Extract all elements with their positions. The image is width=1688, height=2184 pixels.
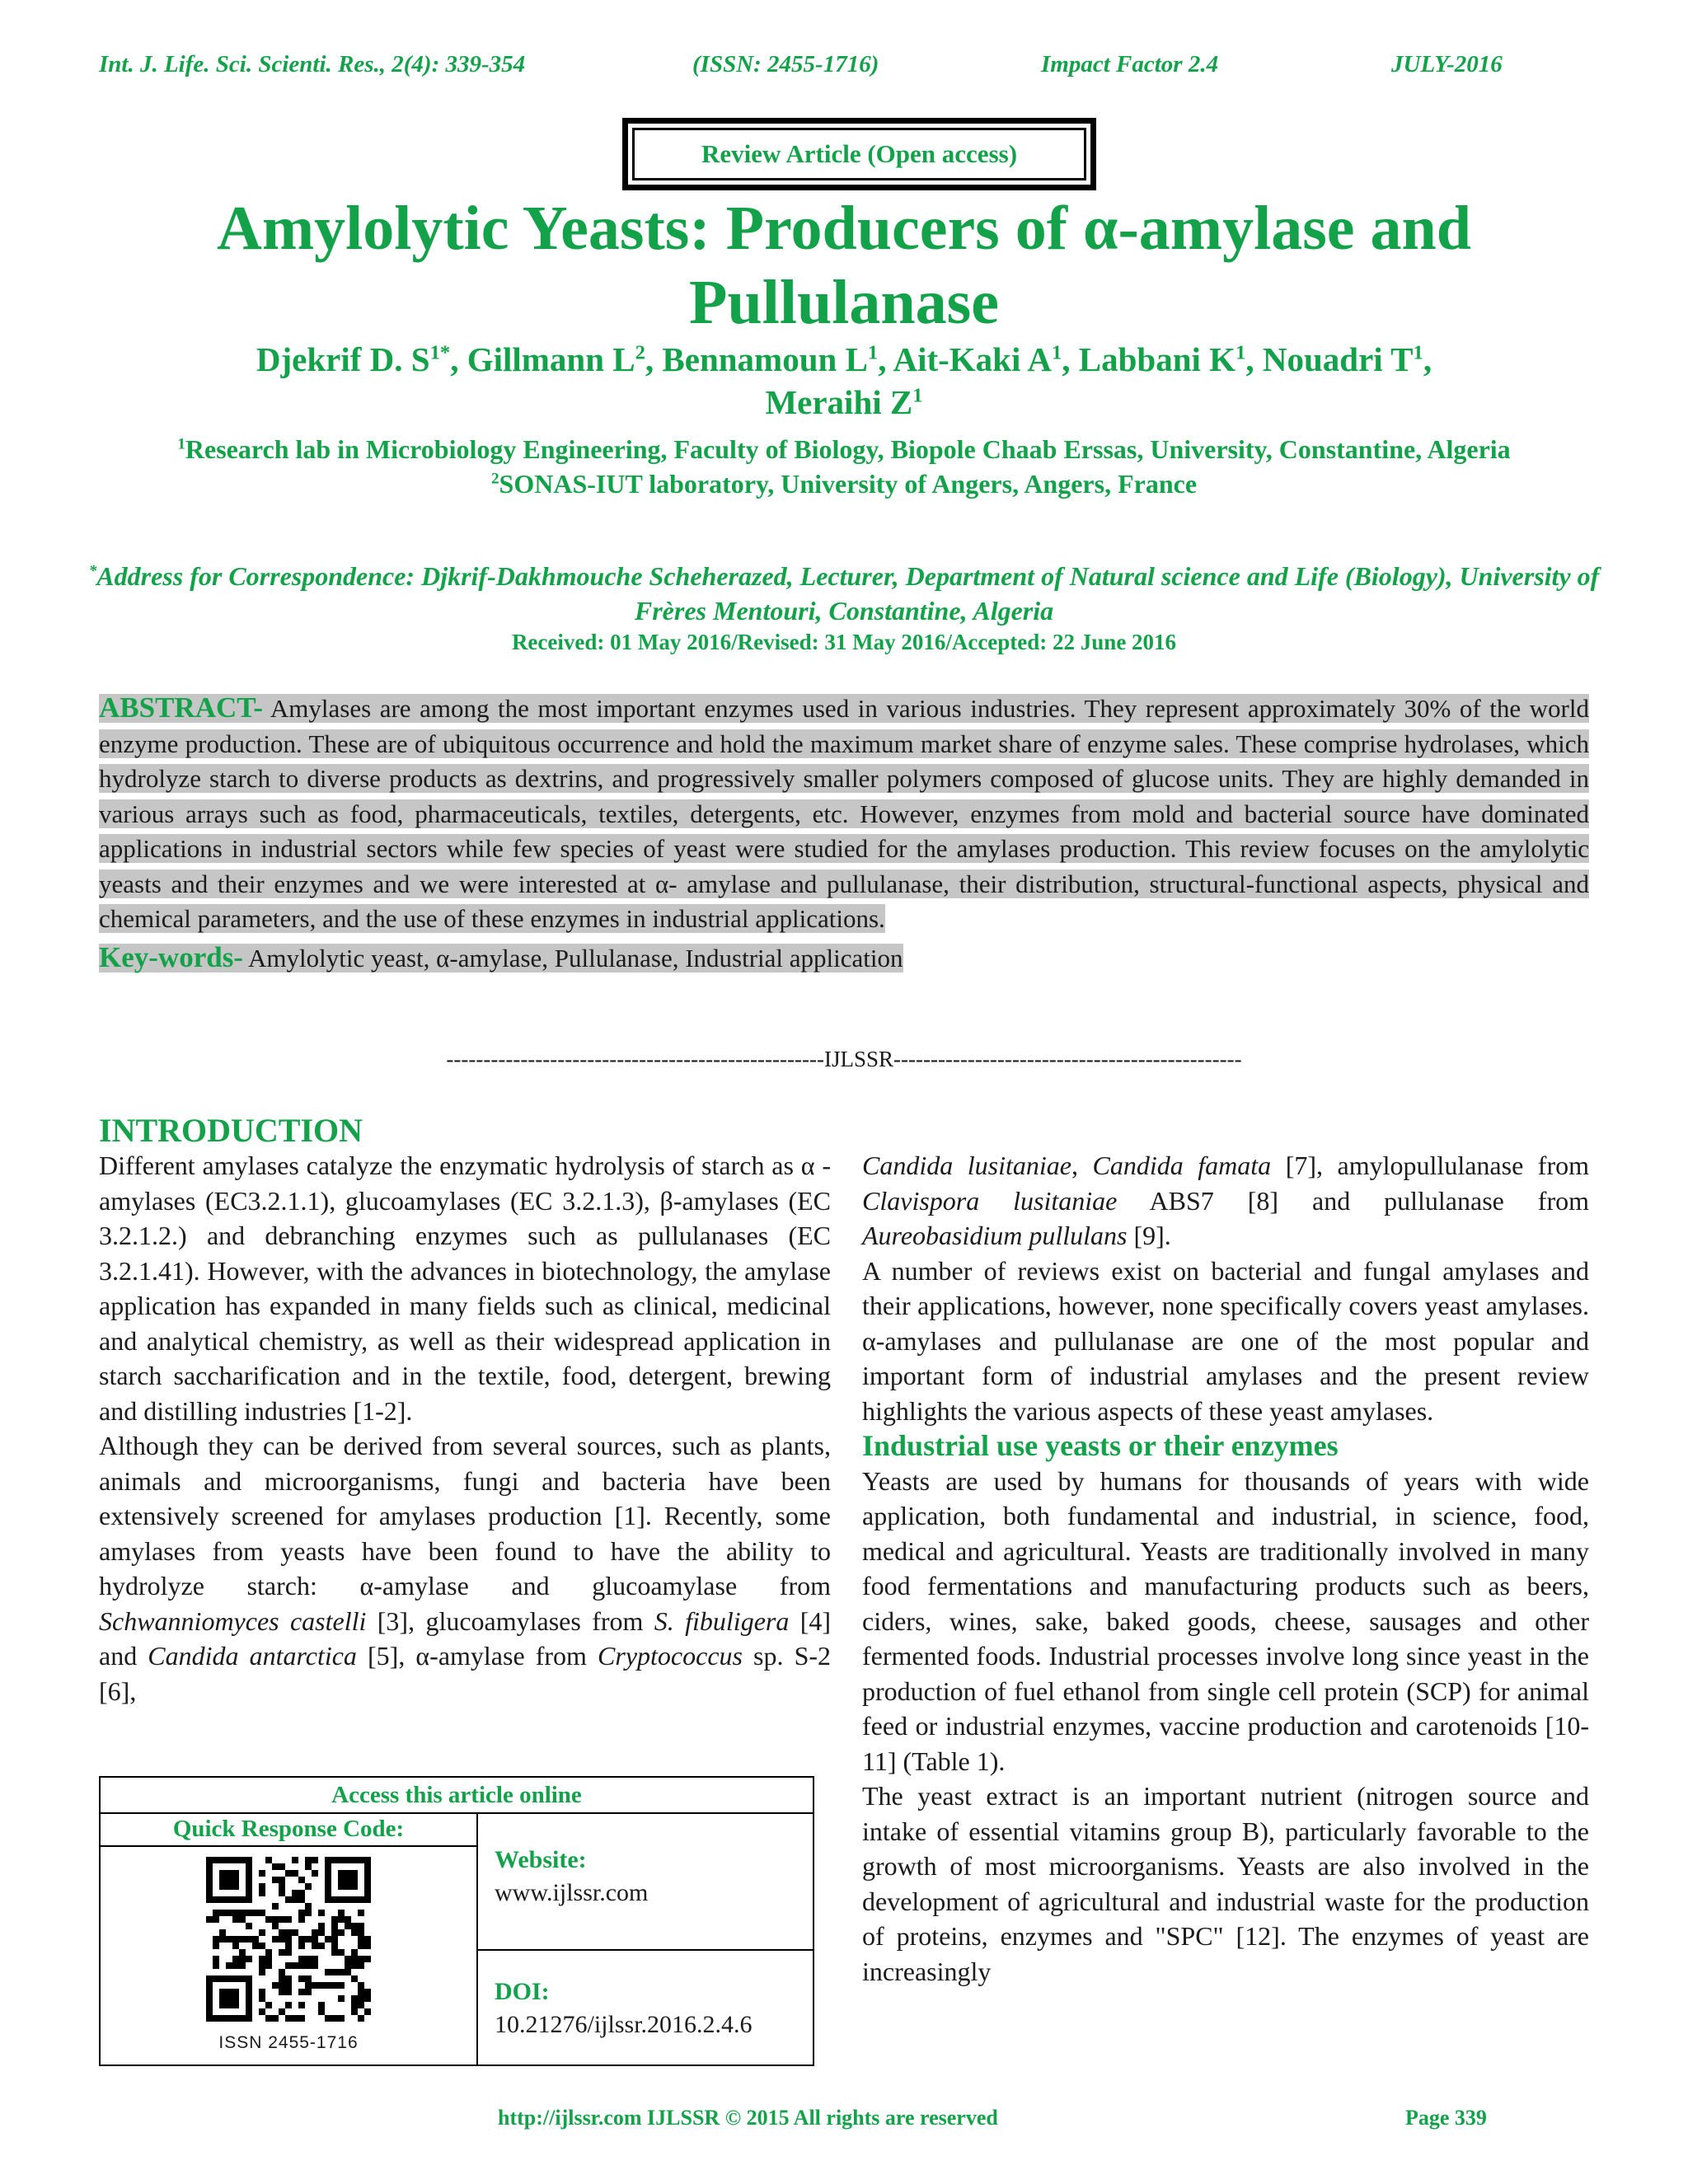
article-dates: Received: 01 May 2016/Revised: 31 May 2016/Accepted: 22 June 2016 xyxy=(511,630,1177,654)
website-cell xyxy=(478,1812,813,1951)
industrial-heading: Industrial use yeasts or their enzymes xyxy=(862,1429,1339,1462)
author-sup: 1 xyxy=(867,341,879,364)
doi-cell xyxy=(478,1951,813,2041)
abstract-text: Amylases are among the most important enzymes used in various industries. They represent approximately 30% of the world enzyme production. These are of ubiquitous occurrence and hold the maximum market share of enzyme sales. These comprise hydrolases, which hydrolyze starch to diverse products as dextrins, and progressively smaller polymers composed of glucose units. They are highly demanded in various arrays such as food, pharmaceuticals, textiles, detergents, etc. However, enzymes from mold and bacterial source have dominated applications in industrial sectors while few species of yeast were studied for the amylases production. This review focuses on the amylolytic yeasts and their enzymes and we were interested at α- amylase and pullulanase, their distribution, structural-functional aspects, physical and chemical parameters, and the use of these enzymes in industrial applications. xyxy=(99,694,1589,933)
industrial-paragraph-2: The yeast extract is an important nutrient (nitrogen source and intake of essential vitamins group B), particularly favorable to the growth of most microorganisms. Yeasts are also involved in the development of agricultural and industrial waste for the production of proteins, enzymes and "SPC" [12]. The enzymes of yeast are increasingly xyxy=(862,1781,1589,1986)
running-head-date: JULY-2016 xyxy=(1391,51,1503,77)
website-link[interactable]: www.ijlssr.com xyxy=(495,1879,649,1906)
title-line-2: Pullulanase xyxy=(689,268,999,337)
doi-link[interactable]: 10.21276/ijlssr.2016.2.4.6 xyxy=(495,2011,753,2038)
author-list: Djekrif D. $S^{1*}$, Gillmann $L^2$, Bennamoun $L^1$, Ait-Kaki $A^1$, Labbani $K^1$, Nouadri $T^1$, Meraihi $Z^1$ xyxy=(256,340,1432,421)
section-separator: ---------------------------------------------------IJLSSR----------------------------------------------- xyxy=(446,1047,1242,1071)
qr-issn: ISSN 2455-1716 xyxy=(218,2033,359,2052)
article-type-label: Review Article (Open access) xyxy=(632,128,1086,180)
left-column xyxy=(99,1148,831,1708)
right-column xyxy=(862,1148,1589,1989)
access-box-header: Access this article online xyxy=(101,1778,813,1814)
author-sup: 1* xyxy=(429,341,451,364)
intro-paragraph-2: Although they can be derived from several sources, such as plants, animals and microorganisms, fungi and bacteria have been extensively screened for amylases production [1]. Recently, some amylases from yeasts have been found to have the ability to hydrolyze starch: α-amylase and glucoamylase from Schwanniomyces castelli [3], glucoamylases from S. fibuligera [4] and Candida antarctica [5], α-amylase from Cryptococcus sp. S-2 [6], xyxy=(99,1431,832,1706)
author-sup: 2 xyxy=(635,341,645,364)
footer-page-number: Page 339 xyxy=(1405,2106,1487,2130)
author-name: Ait-Kaki A xyxy=(893,340,1052,378)
author-sup: 1 xyxy=(1236,341,1246,364)
author-name: Bennamoun L xyxy=(662,340,868,378)
title-line-1: Amylolytic Yeasts: Producers of α-amylase and xyxy=(216,194,1472,263)
running-head-journal: Int. J. Life. Sci. Scienti. Res., 2(4): 339-354 xyxy=(99,51,526,77)
link-cell xyxy=(478,1812,813,2064)
author-sup: 1 xyxy=(1413,341,1423,364)
industrial-paragraph-1: Yeasts are used by humans for thousands of years with wide application, both fundamental and industrial, in science, food, medical and agricultural. Yeasts are traditionally involved in many food fermentations and manufacturing products such as beers, ciders, wines, sake, baked goods, cheese, sausages and other fermented foods. Industrial processes involve long since yeast in the production of fuel ethanol from single cell protein (SCP) for animal feed or industrial enzymes, vaccine production and carotenoids [10-11] (Table 1). xyxy=(862,1465,1589,1776)
doi-label: DOI: xyxy=(495,1978,550,2005)
website-label: Website: xyxy=(495,1846,587,1873)
keywords-label: Key-words- xyxy=(99,940,243,973)
qr-cell xyxy=(101,1812,478,2064)
running-head-issn: (ISSN: 2455-1716) xyxy=(692,51,879,77)
article-type-badge xyxy=(622,118,1096,190)
keywords-text: Amylolytic yeast, α-amylase, Pullulanase, Industrial application xyxy=(248,943,903,972)
author-sup: 1 xyxy=(1051,341,1062,364)
author-name: Nouadri T xyxy=(1262,340,1414,378)
introduction-heading: INTRODUCTION xyxy=(99,1112,363,1149)
author-name: Djekrif D. S xyxy=(256,340,430,378)
intro-paragraph-3: Candida lusitaniae, Candida famata [7], amylopullulanase from Clavispora lusitaniae ABS7 [8] and pullulanase from Aureobasidium pullulans [9]. xyxy=(862,1151,1590,1250)
author-sup: 1 xyxy=(912,384,923,407)
affiliations xyxy=(82,432,1606,501)
intro-paragraph-1: Different amylases catalyze the enzymatic hydrolysis of starch as α -amylases (EC3.2.1.1), glucoamylases (EC 3.2.1.3), β-amylases (EC 3.2.1.2.) and debranching enzymes such as pullulanases (EC 3.2.1.41). However, with the advances in biotechnology, the amylase application has expanded in many fields such as clinical, medicinal and analytical chemistry, as well as their widespread application in starch saccharification and in the textile, food, detergent, brewing and distilling industries [1-2]. xyxy=(99,1151,831,1426)
footer-copyright: http://ijlssr.com IJLSSR © 2015 All rights are reserved xyxy=(498,2106,998,2130)
correspondence-address: *Address for Correspondence: Djkrif-Dakhmouche Scheherazed, Lecturer, Department of Natural science and Life (Biology), University of Frères Mentouri, Constantine, Algeria xyxy=(88,561,1600,626)
affiliation-2: $^2$SONAS-IUT laboratory, University of Angers, Angers, France xyxy=(490,469,1198,499)
article-title xyxy=(82,191,1606,340)
abstract-label: ABSTRACT- xyxy=(99,691,264,724)
author-name: Meraihi Z xyxy=(765,383,913,421)
author-name: Labbani K xyxy=(1078,340,1236,378)
running-head-impact: Impact Factor 2.4 xyxy=(1041,51,1219,77)
qr-label: Quick Response Code: xyxy=(101,1812,476,1847)
abstract-block xyxy=(99,691,1589,976)
qr-code-icon[interactable] xyxy=(206,1857,371,2022)
intro-paragraph-4: A number of reviews exist on bacterial and fungal amylases and their applications, however, none specifically covers yeast amylases. α-amylases and pullulanase are one of the most popular and important form of industrial amylases and the present review highlights the various aspects of these yeast amylases. xyxy=(862,1255,1589,1426)
affiliation-1: $^1$Research lab in Microbiology Engineering, Faculty of Biology, Biopole Chaab Erssas, University, Constantine, Algeria xyxy=(177,434,1511,464)
access-article-box xyxy=(99,1776,814,2066)
author-name: Gillmann L xyxy=(467,340,635,378)
